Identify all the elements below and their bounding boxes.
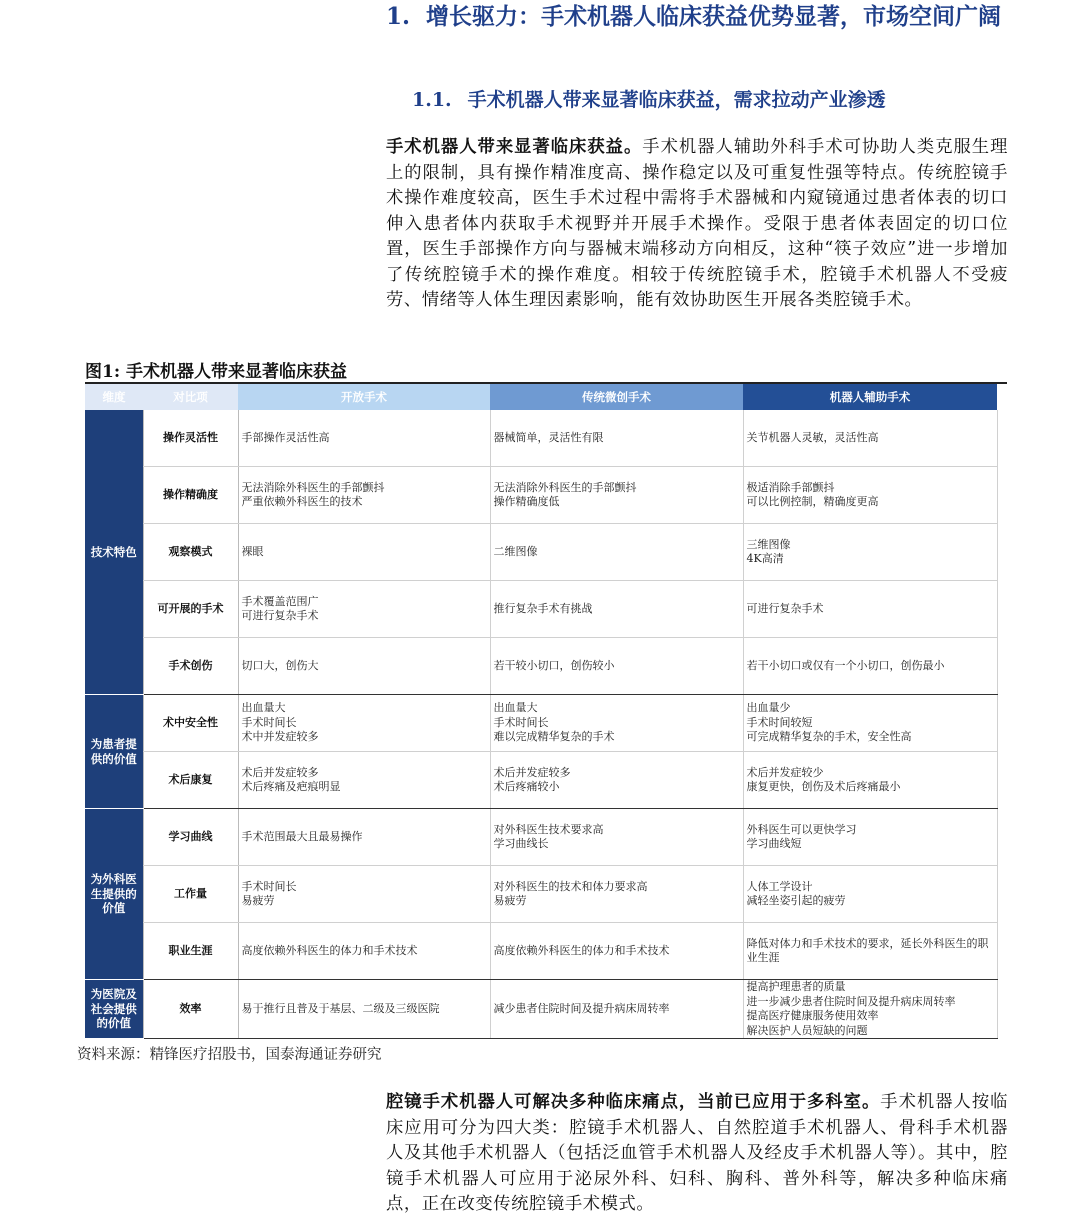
cell-open: 高度依赖外科医生的体力和手术技术: [238, 923, 490, 980]
cell-open: 切口大，创伤大: [238, 638, 490, 695]
header-traditional-mis: 传统微创手术: [490, 384, 743, 410]
cell-robot: 外科医生可以更快学习 学习曲线短: [743, 809, 997, 866]
row-label: 工作量: [143, 866, 238, 923]
table-row: [85, 923, 997, 980]
paragraph-1-body: 手术机器人辅助外科手术可协助人类克服生理上的限制，具有操作精准度高、操作稳定以及可重复性强等特点。传统腔镜手术操作难度较高，医生手术过程中需将手术器械和内窥镜通过患者体表的切口伸入患者体内获取手术视野并开展手术操作。受限于患者体表固定的切口位置，医生手部操作方向与器械末端移动方向相反，这种“筷子效应”进一步增加了传统腔镜手术的操作难度。相较于传统腔镜手术，腔镜手术机器人不受疲劳、情绪等人体生理因素影响，能有效协助医生开展各类腔镜手术。: [386, 137, 1008, 310]
header-robot-assisted: 机器人辅助手术: [743, 384, 997, 410]
cell-traditional: 若干较小切口，创伤较小: [490, 638, 743, 695]
heading-1-number: 1.: [386, 3, 411, 30]
table-row: [85, 410, 997, 467]
table-row: [85, 467, 997, 524]
row-label: 术中安全性: [143, 695, 238, 752]
cell-open: 易于推行且普及于基层、二级及三级医院: [238, 980, 490, 1039]
row-label: 职业生涯: [143, 923, 238, 980]
dimension-patient-value: 为患者提供的价值: [85, 695, 143, 809]
cell-traditional: 推行复杂手术有挑战: [490, 581, 743, 638]
cell-traditional: 术后并发症较多 术后疼痛较小: [490, 752, 743, 809]
cell-traditional: 对外科医生的技术和体力要求高 易疲劳: [490, 866, 743, 923]
paragraph-1-lead: 手术机器人带来显著临床获益。: [386, 137, 643, 157]
row-label: 效率: [143, 980, 238, 1039]
table-header-row: [85, 384, 997, 410]
cell-traditional: 减少患者住院时间及提升病床周转率: [490, 980, 743, 1039]
section-heading-1: [386, 0, 1026, 34]
table-row: [85, 866, 997, 923]
heading-1-text: 增长驱力：手术机器人临床获益优势显著，市场空间广阔: [426, 3, 1001, 30]
row-label: 术后康复: [143, 752, 238, 809]
cell-robot: 降低对体力和手术技术的要求，延长外科医生的职业生涯: [743, 923, 997, 980]
cell-robot: 关节机器人灵敏，灵活性高: [743, 410, 997, 467]
cell-robot: 提高护理患者的质量 进一步减少患者住院时间及提升病床周转率 提高医疗健康服务使用效率 解决医护人员短缺的问题: [743, 980, 997, 1039]
paragraph-2-body: 手术机器人按临床应用可分为四大类：腔镜手术机器人、自然腔道手术机器人、骨科手术机器人及其他手术机器人（包括泛血管手术机器人及经皮手术机器人等）。其中，腔镜手术机器人可应用于泌尿外科、妇科、胸科、普外科等，解决多种临床痛点，正在改变传统腔镜手术模式。: [386, 1092, 1009, 1214]
cell-open: 出血量大 手术时间长 术中并发症较多: [238, 695, 490, 752]
cell-open: 手部操作灵活性高: [238, 410, 490, 467]
cell-robot: 人体工学设计 减轻坐姿引起的疲劳: [743, 866, 997, 923]
row-label: 操作灵活性: [143, 410, 238, 467]
cell-open: 手术范围最大且最易操作: [238, 809, 490, 866]
cell-robot: 出血量少 手术时间较短 可完成精华复杂的手术，安全性高: [743, 695, 997, 752]
cell-open: 手术时间长 易疲劳: [238, 866, 490, 923]
row-label: 手术创伤: [143, 638, 238, 695]
header-item: 对比项: [143, 384, 238, 410]
row-label: 学习曲线: [143, 809, 238, 866]
header-open-surgery: 开放手术: [238, 384, 490, 410]
cell-open: 术后并发症较多 术后疼痛及疤痕明显: [238, 752, 490, 809]
cell-open: 裸眼: [238, 524, 490, 581]
table-row: [85, 638, 997, 695]
figure-source: 资料来源：精锋医疗招股书，国泰海通证券研究: [77, 1047, 382, 1063]
cell-traditional: 无法消除外科医生的手部颤抖 操作精确度低: [490, 467, 743, 524]
table-row: [85, 695, 997, 752]
section-heading-2: [412, 86, 886, 114]
comparison-table: [85, 384, 998, 1039]
row-label: 可开展的手术: [143, 581, 238, 638]
table-row: [85, 524, 997, 581]
dimension-tech-features: 技术特色: [85, 410, 143, 695]
cell-robot: 三维图像 4K高清: [743, 524, 997, 581]
row-label: 观察模式: [143, 524, 238, 581]
heading-2-text: 手术机器人带来显著临床获益，需求拉动产业渗透: [467, 89, 886, 111]
paragraph-clinical-benefit: [386, 135, 1008, 314]
table-row: [85, 980, 997, 1039]
header-dimension: 维度: [85, 384, 143, 410]
paragraph-laparoscopic-robot: [386, 1090, 1008, 1218]
heading-2-number: 1.1.: [412, 89, 452, 111]
table-row: [85, 581, 997, 638]
cell-traditional: 出血量大 手术时间长 难以完成精华复杂的手术: [490, 695, 743, 752]
cell-traditional: 二维图像: [490, 524, 743, 581]
table-row: [85, 809, 997, 866]
cell-traditional: 高度依赖外科医生的体力和手术技术: [490, 923, 743, 980]
cell-open: 手术覆盖范围广 可进行复杂手术: [238, 581, 490, 638]
row-label: 操作精确度: [143, 467, 238, 524]
paragraph-2-lead: 腔镜手术机器人可解决多种临床痛点，当前已应用于多科室。: [386, 1092, 881, 1112]
table-row: [85, 752, 997, 809]
cell-traditional: 器械简单，灵活性有限: [490, 410, 743, 467]
cell-open: 无法消除外科医生的手部颤抖 严重依赖外科医生的技术: [238, 467, 490, 524]
cell-robot: 术后并发症较少 康复更快，创伤及术后疼痛最小: [743, 752, 997, 809]
cell-traditional: 对外科医生技术要求高 学习曲线长: [490, 809, 743, 866]
dimension-hospital-value: 为医院及社会提供的价值: [85, 980, 143, 1039]
cell-robot: 若干小切口或仅有一个小切口，创伤最小: [743, 638, 997, 695]
figure-title: 图1: 手术机器人带来显著临床获益: [85, 362, 348, 382]
dimension-surgeon-value: 为外科医生提供的价值: [85, 809, 143, 980]
cell-robot: 极适消除手部颤抖 可以比例控制，精确度更高: [743, 467, 997, 524]
cell-robot: 可进行复杂手术: [743, 581, 997, 638]
